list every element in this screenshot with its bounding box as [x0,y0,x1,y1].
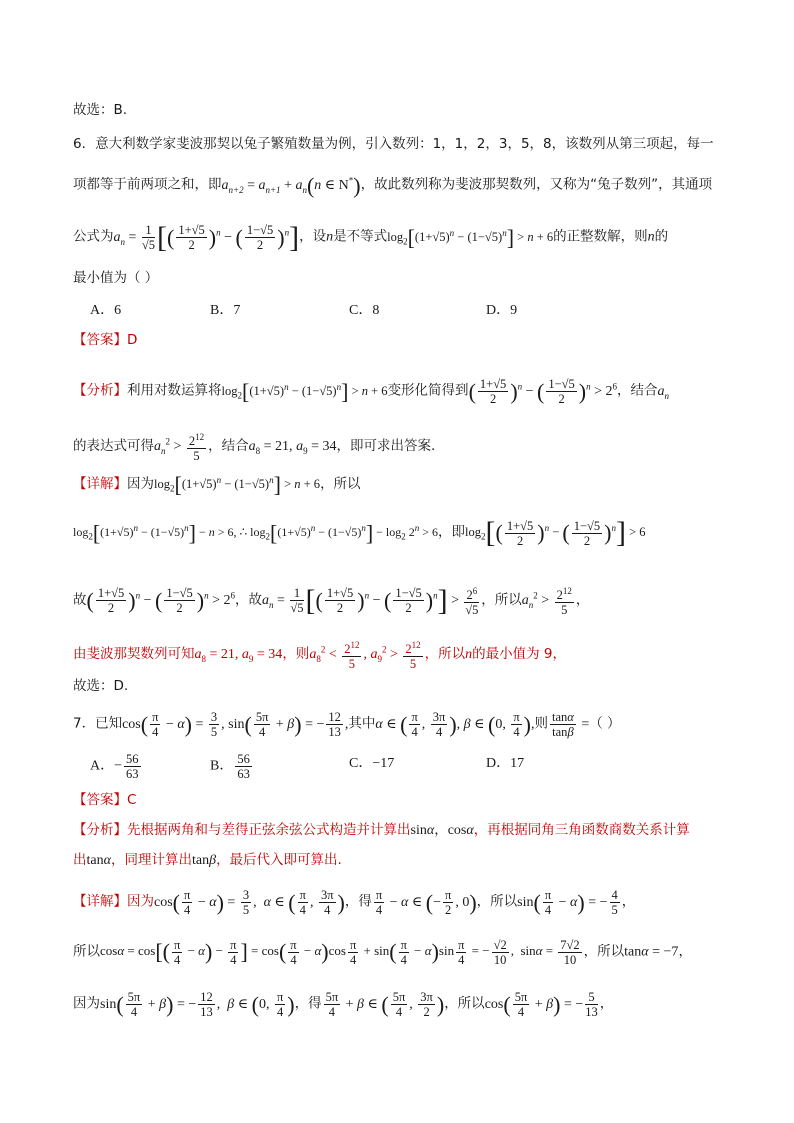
analysis-6-line-2: 的表达式可得$a_n^2$ > $\frac{2^{12}}{5}$ ，结合$a_8 = 21$, $a_9 = 34$，即可求出答案. [73,432,436,464]
option-c: C．8 [349,303,380,318]
question-6-line-1: 6．意大利数学家斐波那契以兔子繁殖数量为例，引入数列：1，1，2，3，5，8，该数列从第三项起，每一 [73,136,714,152]
analysis-7-line-2: 出tanα，同理计算出tanβ，最后代入即可算出. [73,852,342,868]
detail-7-line-1: 【详解】因为cos( $\frac{\pi}{4}$ − α) = $\frac{3}{5}$ , α ∈ ( $\frac{\pi}{4}$ , $\frac{3\pi}{4}$ )，得 $\frac{\pi}{4}$ − α ∈ (− $\frac{\pi}{2}$ , 0)，所以sin( $\frac{\pi}{4}$ − α) = − $\frac{4}{5}$ ， [73,888,636,917]
option-a: A．− $\frac{56}{63}$ [90,752,139,781]
text-line: 故选：D. [73,678,129,694]
analysis-7-line-1: 【分析】先根据两角和与差得正弦余弦公式构造并计算出sinα，cosα，再根据同角三角函数商数关系计算 [73,822,690,838]
detail-7-line-3: 因为sin( $\frac{5\pi}{4}$ + β) = − $\frac{12}{13}$ , β ∈ (0, $\frac{\pi}{4}$ )，得 $\frac{5\pi}{4}$ + β ∈ ( $\frac{5\pi}{4}$ , $\frac{3\pi}{2}$ )，所以cos( $\frac{5\pi}{4}$ + β) = − $\frac{5}{13}$ ， [73,990,614,1019]
answer-6: 【答案】D [73,332,138,348]
option-d: D．17 [486,756,525,771]
detail-6-line-2: $\log_2[(1+√5)^n - (1-√5)^n] - n > 6$, ∴ $\log_2[(1+√5)^n - (1-√5)^n] - \log_2 2^n > 6$，即$\log_2$[( $\frac{1+√5}{2}$ )$^n$ − ( $\frac{1-√5}{2}$ )$^n$] > 6 [73,516,646,550]
detail-7-line-2: 所以cosα = cos[( $\frac{\pi}{4}$ − α) − $\frac{\pi}{4}$ ] = cos( $\frac{\pi}{4}$ − α)cos $\frac{\pi}{4}$ + sin( $\frac{\pi}{4}$ − α)sin $\frac{\pi}{4}$ = − $\frac{√2}{10}$ , sinα = $\frac{7√2}{10}$ ，所以tanα = −7， [73,938,692,967]
question-6-line-2: 项都等于前两项之和，即$a_{n+2} = a_{n+1} + a_n(n$ ∈ N*)，故此数列称为斐波那契数列，又称为“兔子数列”，其通项 [73,172,713,198]
text-line: 故选：B. [73,102,128,118]
option-c: C．−17 [349,756,395,771]
question-6-line-3: 公式为$a_n$ = $\frac{1}{√5}$ [( $\frac{1+√5}{2}$ )$^n$ − ( $\frac{1-√5}{2}$ )$^n$]，设n是不等式$\log_2[(1+√5)^n - (1-√5)^n] > n + 6$的正整数解，则n的 [73,220,669,254]
question-7-line-1: 7．已知cos( $\frac{\pi}{4}$ − α) = $\frac{3}{5}$ , sin( $\frac{5\pi}{4}$ + β) = − $\frac{12}{13}$ ,其中α ∈ ( $\frac{\pi}{4}$ , $\frac{3\pi}{4}$ ), β ∈ (0, $\frac{\pi}{4}$ ),则 $\frac{\tan\alpha}{\tan\beta}$ =（ ） [73,710,621,739]
answer-7: 【答案】C [73,792,137,808]
detail-6-line-3: 故( $\frac{1+√5}{2}$ )$^n$ − ( $\frac{1-√5}{2}$ )$^n > 2^6$，故$a_n$ = $\frac{1}{√5}$ [( $\frac{1+√5}{2}$ )$^n$ − ( $\frac{1-√5}{2}$ )$^n$] > $\frac{2^6}{√5}$ ，所以$a_n^2$ > $\frac{2^{12}}{5}$ ， [73,583,590,618]
option-b: B．7 [210,303,241,318]
detail-6-line-1: 【详解】因为$\log_2[(1+√5)^n - (1-√5)^n] > n + 6$，所以 [73,472,361,498]
option-b: B． $\frac{56}{63}$ [210,752,250,781]
analysis-6-line-1: 【分析】利用对数运算将$\log_2[(1+√5)^n - (1-√5)^n] > n + 6$变形化简得到( $\frac{1+√5}{2}$ )$^n$ − ( $\frac{1-√5}{2}$ )$^n > 2^6$，结合$a_n$ [73,376,670,406]
question-6-line-4: 最小值为（ ） [73,270,159,286]
option-a: A．6 [90,303,122,318]
detail-6-line-4: 由斐波那契数列可知$a_8 = 21$, $a_9 = 34$，则$a_8^2$ < $\frac{2^{12}}{5}$ , $a_9^2$ > $\frac{2^{12}}{5}$ ，所以n的最小值为 9， [73,640,567,672]
option-d: D．9 [486,303,518,318]
